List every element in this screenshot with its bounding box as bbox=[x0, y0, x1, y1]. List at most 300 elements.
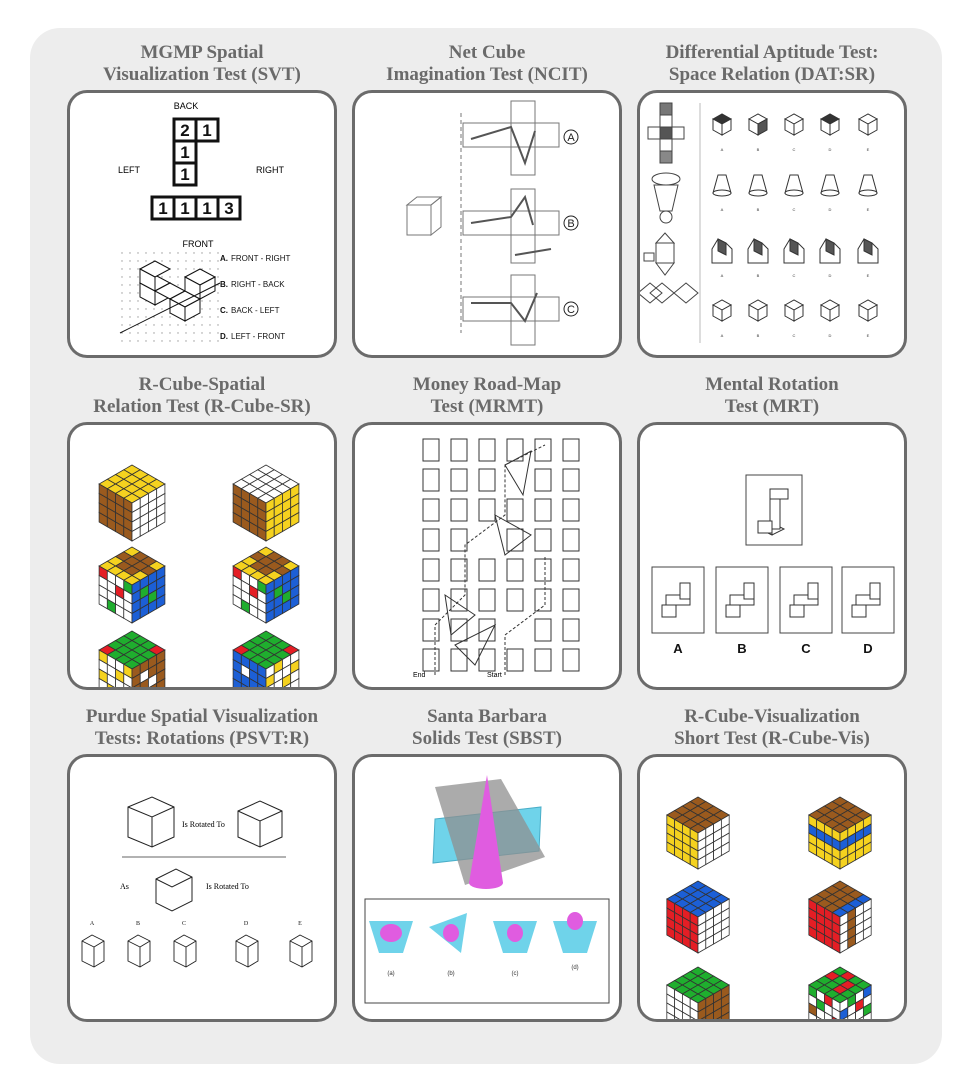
dat-answer-figure bbox=[859, 114, 877, 152]
title-line-1: R-Cube-Visualization bbox=[684, 706, 860, 727]
title-line-1: Purdue Spatial Visualization bbox=[85, 706, 319, 727]
grid-dot bbox=[153, 324, 154, 325]
grid-num: 2 bbox=[180, 121, 190, 140]
grid-dot bbox=[217, 252, 218, 253]
panel-sbst bbox=[352, 754, 622, 1022]
grid-dot bbox=[169, 332, 170, 333]
rubik-cube bbox=[233, 547, 299, 623]
grid-dot bbox=[177, 340, 178, 341]
dat-choice-letter: D bbox=[828, 333, 832, 338]
map-block bbox=[563, 589, 579, 611]
grid-dot bbox=[185, 332, 186, 333]
map-block bbox=[479, 589, 495, 611]
rubik-cube bbox=[99, 547, 165, 623]
dat-answer-figure bbox=[748, 239, 768, 278]
dat-answer-figure bbox=[858, 239, 878, 278]
grid-dot bbox=[217, 308, 218, 309]
rubik-cube bbox=[667, 967, 729, 1019]
dat-answer-figure bbox=[785, 175, 803, 212]
grid-dot bbox=[145, 260, 146, 261]
grid-dot bbox=[129, 276, 130, 277]
title-line-1: Mental Rotation bbox=[705, 374, 839, 395]
panel-datsr bbox=[637, 90, 907, 358]
cell-title bbox=[67, 38, 337, 86]
psvt-choice-letter: C bbox=[181, 921, 187, 927]
grid-dot bbox=[201, 340, 202, 341]
grid-dot bbox=[177, 284, 178, 285]
datsr-nets bbox=[640, 103, 698, 303]
grid-dot bbox=[209, 316, 210, 317]
grid-dot bbox=[129, 300, 130, 301]
panel-ncit bbox=[352, 90, 622, 358]
grid-dot bbox=[177, 252, 178, 253]
dat-answer-figure bbox=[749, 114, 767, 152]
grid-dot bbox=[201, 316, 202, 317]
dat-answer-figure bbox=[749, 300, 767, 338]
map-block bbox=[535, 529, 551, 551]
cell-title bbox=[637, 38, 907, 86]
dat-choice-letter: A bbox=[720, 333, 724, 338]
grid-dot bbox=[121, 260, 122, 261]
psvt-choice-letter: A bbox=[89, 921, 95, 927]
grid-dot bbox=[121, 252, 122, 253]
option-text: LEFT - FRONT bbox=[231, 332, 286, 341]
dat-choice-letter: D bbox=[828, 207, 832, 212]
option-text: BACK - LEFT bbox=[231, 306, 280, 315]
grid-dot bbox=[129, 308, 130, 309]
psvt-choice-letter: B bbox=[135, 921, 141, 927]
grid-dot bbox=[121, 340, 122, 341]
dat-answer-figure bbox=[713, 114, 731, 152]
label-end: End bbox=[413, 672, 426, 679]
cell-sbst bbox=[352, 702, 622, 977]
option-text: RIGHT - BACK bbox=[231, 280, 285, 289]
choice-label: B bbox=[567, 218, 575, 230]
rubik-cube bbox=[809, 967, 871, 1019]
cell-title bbox=[352, 38, 622, 86]
label-as: As bbox=[120, 882, 129, 891]
map-block bbox=[535, 439, 551, 461]
grid-dot bbox=[161, 316, 162, 317]
grid-dot bbox=[121, 292, 122, 293]
grid-dot bbox=[121, 268, 122, 269]
grid-dot bbox=[145, 324, 146, 325]
map-block bbox=[451, 649, 467, 671]
grid-dot bbox=[121, 308, 122, 309]
choice-label: A bbox=[567, 132, 575, 144]
grid-dot bbox=[169, 324, 170, 325]
grid-dot bbox=[129, 316, 130, 317]
map-block bbox=[535, 469, 551, 491]
grid-dot bbox=[121, 284, 122, 285]
cell-title bbox=[637, 702, 907, 750]
map-block bbox=[535, 649, 551, 671]
map-block bbox=[479, 469, 495, 491]
title-line-2: Test (MRMT) bbox=[430, 396, 544, 417]
option-letter: A. bbox=[220, 254, 228, 263]
grid-dot bbox=[153, 252, 154, 253]
rcube-sr-illustration bbox=[70, 425, 334, 687]
grid-dot bbox=[209, 252, 210, 253]
grid-dot bbox=[209, 308, 210, 309]
cell-mrt bbox=[637, 370, 907, 656]
title-line-2: Test (MRT) bbox=[724, 396, 820, 417]
mrt-choice-letter: C bbox=[801, 641, 811, 656]
map-block bbox=[507, 499, 523, 521]
grid-num: 1 bbox=[202, 121, 212, 140]
grid-dot bbox=[121, 324, 122, 325]
grid-dot bbox=[217, 268, 218, 269]
grid-dot bbox=[209, 260, 210, 261]
ncit-nets bbox=[407, 101, 559, 345]
map-block bbox=[423, 469, 439, 491]
grid-dot bbox=[145, 332, 146, 333]
choice-label: C bbox=[567, 304, 575, 316]
grid-dot bbox=[177, 332, 178, 333]
title-line-1: Net Cube bbox=[448, 42, 526, 63]
grid-dot bbox=[185, 260, 186, 261]
ncit-choices bbox=[564, 130, 578, 316]
grid-dot bbox=[193, 340, 194, 341]
grid-dot bbox=[145, 316, 146, 317]
panel-mrt bbox=[637, 422, 907, 690]
grid-dot bbox=[201, 324, 202, 325]
mrt-choice-letter: B bbox=[737, 641, 747, 656]
dat-choice-letter: B bbox=[756, 207, 760, 212]
grid-dot bbox=[217, 292, 218, 293]
grid-dot bbox=[193, 252, 194, 253]
dat-answer-figure bbox=[713, 300, 731, 338]
panel-mrmt bbox=[352, 422, 622, 690]
map-block bbox=[535, 589, 551, 611]
grid-dot bbox=[177, 324, 178, 325]
grid-dot bbox=[177, 268, 178, 269]
grid-dot bbox=[161, 276, 162, 277]
grid-dot bbox=[145, 340, 146, 341]
psvt-option-figure bbox=[82, 935, 104, 967]
dat-choice-letter: C bbox=[792, 207, 796, 212]
dat-choice-letter: E bbox=[866, 333, 870, 338]
grid-dot bbox=[201, 252, 202, 253]
map-block bbox=[451, 499, 467, 521]
map-block bbox=[451, 439, 467, 461]
grid-dot bbox=[137, 332, 138, 333]
map-block bbox=[563, 439, 579, 461]
ncit-illustration bbox=[355, 93, 619, 355]
map-blocks bbox=[423, 439, 579, 671]
psvt-option-figure bbox=[174, 935, 196, 967]
cell-rcube-sr bbox=[67, 370, 337, 418]
option-letter: D. bbox=[220, 332, 228, 341]
rubik-cube bbox=[809, 797, 871, 869]
map-block bbox=[423, 619, 439, 641]
dat-answer-figure bbox=[785, 114, 803, 152]
label-left: LEFT bbox=[118, 165, 141, 175]
dat-answer-figure bbox=[859, 175, 877, 212]
grid-dot bbox=[145, 308, 146, 309]
grid-dot bbox=[169, 260, 170, 261]
datsr-answer-rows bbox=[712, 114, 878, 338]
grid-dot bbox=[169, 340, 170, 341]
grid-dot bbox=[169, 252, 170, 253]
grid-dot bbox=[137, 268, 138, 269]
title-line-1: Money Road-Map bbox=[412, 374, 562, 395]
grid-dot bbox=[161, 332, 162, 333]
cell-title bbox=[67, 702, 337, 750]
grid-dot bbox=[201, 332, 202, 333]
grid-dot bbox=[217, 260, 218, 261]
grid-dot bbox=[161, 252, 162, 253]
option-text: FRONT - RIGHT bbox=[231, 254, 291, 263]
dat-answer-figure bbox=[749, 175, 767, 212]
cell-rcube-vis bbox=[637, 702, 907, 750]
grid-dot bbox=[161, 308, 162, 309]
psvt-option-figure bbox=[290, 935, 312, 967]
label-front: FRONT bbox=[182, 239, 214, 249]
rcube-vis-illustration bbox=[640, 757, 904, 1019]
panel-psvtr bbox=[67, 754, 337, 1022]
cell-datsr bbox=[637, 38, 907, 338]
title-line-2: Solids Test (SBST) bbox=[412, 728, 562, 749]
grid-dot bbox=[185, 340, 186, 341]
dat-answer-figure bbox=[821, 300, 839, 338]
mrt-options bbox=[652, 567, 894, 656]
grid-num: 1 bbox=[180, 165, 190, 184]
grid-dot bbox=[209, 332, 210, 333]
map-block bbox=[423, 529, 439, 551]
map-block bbox=[563, 499, 579, 521]
grid-dot bbox=[137, 252, 138, 253]
grid-dot bbox=[137, 284, 138, 285]
grid-dot bbox=[129, 292, 130, 293]
grid-dot bbox=[137, 308, 138, 309]
dat-choice-letter: D bbox=[828, 273, 832, 278]
map-block bbox=[451, 619, 467, 641]
grid-num: 3 bbox=[224, 199, 234, 218]
title-line-2: Tests: Rotations (PSVT:R) bbox=[94, 728, 310, 749]
grid-dot bbox=[185, 324, 186, 325]
dat-choice-letter: B bbox=[756, 147, 760, 152]
grid-dot bbox=[137, 260, 138, 261]
grid-num: 1 bbox=[180, 199, 190, 218]
mrmt-map bbox=[355, 425, 619, 687]
grid-dot bbox=[209, 324, 210, 325]
rubik-cube bbox=[809, 881, 871, 953]
rubik-cube bbox=[667, 881, 729, 953]
sbst-choice-label: (d) bbox=[571, 965, 579, 971]
cone-base bbox=[469, 877, 503, 889]
map-block bbox=[451, 529, 467, 551]
sbst-choice-label: (c) bbox=[511, 971, 519, 977]
mrt-choice-letter: A bbox=[673, 641, 683, 656]
dat-choice-letter: C bbox=[792, 147, 796, 152]
map-block bbox=[507, 589, 523, 611]
grid-dot bbox=[145, 252, 146, 253]
title-line-2: Relation Test (R-Cube-SR) bbox=[93, 396, 311, 417]
panel-rcube-sr bbox=[67, 422, 337, 690]
grid-dot bbox=[129, 284, 130, 285]
dat-choice-letter: B bbox=[756, 273, 760, 278]
map-block bbox=[563, 469, 579, 491]
grid-dot bbox=[153, 332, 154, 333]
title-line-1: Differential Aptitude Test: bbox=[665, 42, 879, 63]
grid-dot bbox=[129, 340, 130, 341]
grid-dot bbox=[137, 292, 138, 293]
map-block bbox=[423, 589, 439, 611]
dat-answer-figure bbox=[859, 300, 877, 338]
cell-psvtr bbox=[67, 702, 337, 927]
grid-dot bbox=[217, 340, 218, 341]
dat-choice-letter: A bbox=[720, 147, 724, 152]
dat-answer-figure bbox=[712, 239, 732, 278]
grid-dot bbox=[161, 324, 162, 325]
map-block bbox=[423, 439, 439, 461]
title-line-1: Santa Barbara bbox=[427, 706, 547, 727]
grid-dot bbox=[137, 276, 138, 277]
sbst-choice-label: (a) bbox=[387, 971, 395, 977]
mrt-illustration bbox=[640, 425, 904, 687]
grid-dot bbox=[169, 316, 170, 317]
sbst-illustration bbox=[355, 757, 619, 1019]
label-rotated-to: Is Rotated To bbox=[182, 820, 225, 829]
map-block bbox=[563, 529, 579, 551]
grid-dot bbox=[193, 260, 194, 261]
grid-dot bbox=[137, 340, 138, 341]
grid-dot bbox=[121, 316, 122, 317]
dat-choice-letter: A bbox=[720, 273, 724, 278]
rubik-cube bbox=[667, 797, 729, 869]
title-line-1: MGMP Spatial bbox=[140, 42, 264, 63]
grid-dot bbox=[169, 276, 170, 277]
title-line-2: Short Test (R-Cube-Vis) bbox=[674, 728, 870, 749]
rubik-cube bbox=[99, 631, 165, 687]
cell-title bbox=[352, 702, 622, 750]
grid-dot bbox=[217, 316, 218, 317]
dat-choice-letter: C bbox=[792, 333, 796, 338]
grid-dot bbox=[137, 300, 138, 301]
panel-rcube-vis bbox=[637, 754, 907, 1022]
dat-answer-figure bbox=[820, 239, 840, 278]
cell-svt bbox=[67, 38, 337, 341]
grid-dot bbox=[161, 260, 162, 261]
grid-dot bbox=[177, 260, 178, 261]
psvt-option-figure bbox=[128, 935, 150, 967]
option-letter: B. bbox=[220, 280, 228, 289]
grid-dot bbox=[209, 268, 210, 269]
psvt-choice-letter: E bbox=[298, 921, 302, 927]
grid-dot bbox=[129, 260, 130, 261]
psvt-choice-letter: D bbox=[243, 921, 249, 927]
cell-mrmt bbox=[352, 370, 622, 679]
sbst-choice-label: (b) bbox=[447, 971, 455, 977]
rubik-cube bbox=[233, 631, 299, 687]
map-block bbox=[507, 559, 523, 581]
grid-dot bbox=[129, 324, 130, 325]
map-block bbox=[535, 499, 551, 521]
dat-answer-figure bbox=[713, 175, 731, 212]
grid-dot bbox=[201, 308, 202, 309]
title-line-2: Visualization Test (SVT) bbox=[103, 64, 301, 85]
map-block bbox=[563, 559, 579, 581]
grid-num: 1 bbox=[180, 143, 190, 162]
dat-answer-figure bbox=[821, 114, 839, 152]
cell-ncit bbox=[352, 38, 622, 316]
grid-num: 1 bbox=[158, 199, 168, 218]
dat-answer-figure bbox=[785, 300, 803, 338]
psvtr-illustration bbox=[70, 757, 334, 1019]
label-start: Start bbox=[487, 672, 502, 679]
grid-dot bbox=[217, 300, 218, 301]
psvtr-models bbox=[128, 797, 282, 911]
grid-dot bbox=[137, 316, 138, 317]
grid-dot bbox=[121, 300, 122, 301]
grid-dot bbox=[153, 340, 154, 341]
grid-dot bbox=[209, 340, 210, 341]
cell-title bbox=[637, 370, 907, 418]
grid-dot bbox=[217, 276, 218, 277]
label-back: BACK bbox=[173, 101, 199, 111]
svt-options bbox=[220, 254, 291, 341]
map-block bbox=[479, 559, 495, 581]
title-line-1: R-Cube-Spatial bbox=[138, 374, 266, 395]
map-block bbox=[423, 649, 439, 671]
grid-dot bbox=[201, 260, 202, 261]
psvt-option-figure bbox=[236, 935, 258, 967]
dat-choice-letter: E bbox=[866, 147, 870, 152]
title-line-2: Space Relation (DAT:SR) bbox=[668, 64, 876, 85]
grid-dot bbox=[153, 308, 154, 309]
map-block bbox=[423, 499, 439, 521]
dat-choice-letter: E bbox=[866, 207, 870, 212]
dat-choice-letter: D bbox=[828, 147, 832, 152]
grid-num: 1 bbox=[202, 199, 212, 218]
grid-dot bbox=[185, 268, 186, 269]
grid-dot bbox=[129, 252, 130, 253]
dat-choice-letter: A bbox=[720, 207, 724, 212]
title-line-2: Imagination Test (NCIT) bbox=[386, 64, 588, 85]
grid-dot bbox=[201, 300, 202, 301]
grid-dot bbox=[209, 300, 210, 301]
grid-dot bbox=[129, 332, 130, 333]
grid-dot bbox=[129, 268, 130, 269]
grid-dot bbox=[185, 252, 186, 253]
grid-dot bbox=[121, 276, 122, 277]
dat-answer-figure bbox=[821, 175, 839, 212]
grid-dot bbox=[217, 332, 218, 333]
map-block bbox=[479, 499, 495, 521]
map-block bbox=[563, 649, 579, 671]
dat-answer-figure bbox=[784, 239, 804, 278]
mrt-choice-letter: D bbox=[863, 641, 873, 656]
map-block bbox=[479, 439, 495, 461]
map-block bbox=[423, 559, 439, 581]
panel-svt bbox=[67, 90, 337, 358]
grid-dot bbox=[193, 332, 194, 333]
map-block bbox=[451, 469, 467, 491]
dat-choice-letter: C bbox=[792, 273, 796, 278]
datsr-illustration bbox=[640, 93, 904, 355]
map-block bbox=[507, 439, 523, 461]
dat-choice-letter: E bbox=[866, 273, 870, 278]
svt-illustration bbox=[70, 93, 334, 355]
grid-dot bbox=[177, 276, 178, 277]
option-letter: C. bbox=[220, 306, 228, 315]
dat-choice-letter: B bbox=[756, 333, 760, 338]
grid-dot bbox=[193, 324, 194, 325]
psvtr-options bbox=[82, 921, 312, 967]
cell-title bbox=[67, 370, 337, 418]
map-block bbox=[563, 619, 579, 641]
